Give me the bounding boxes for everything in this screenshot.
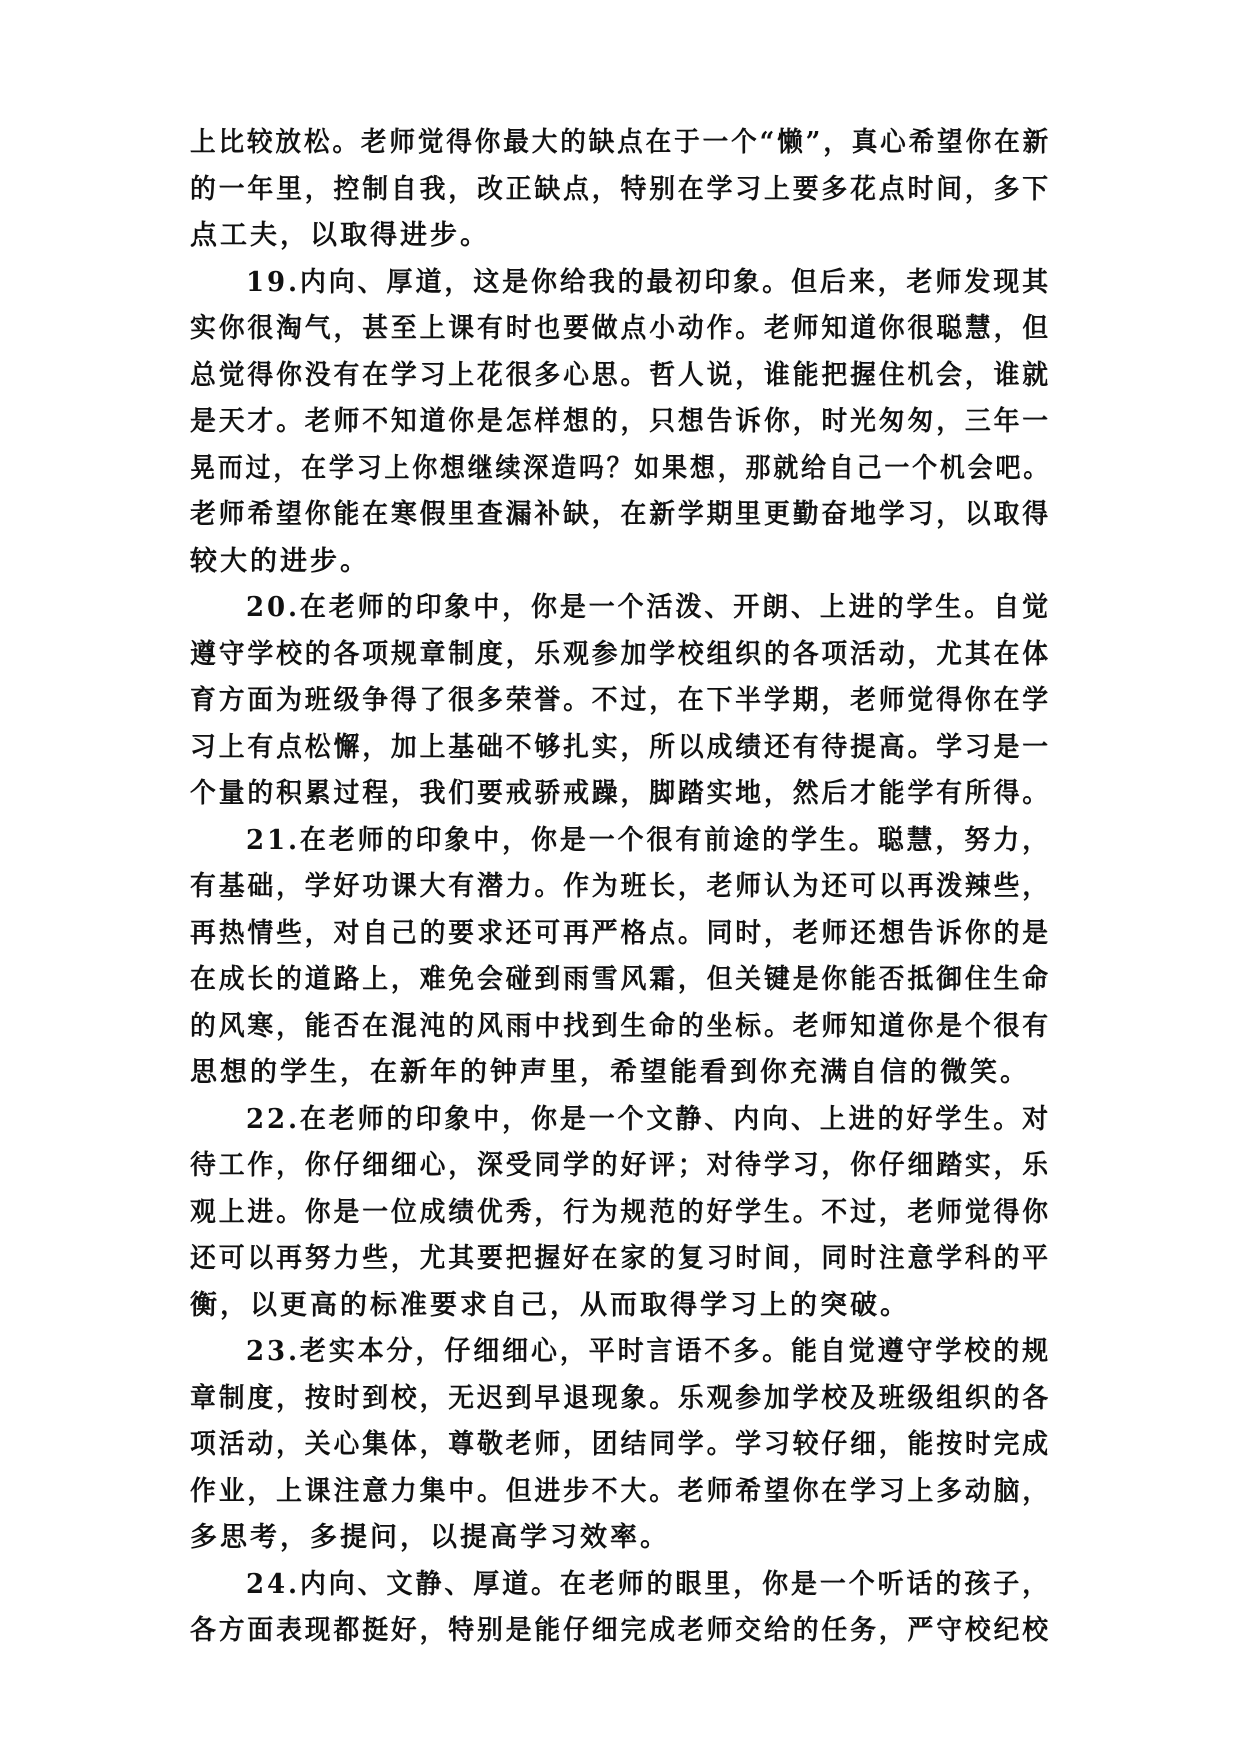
text-line: 多思考，多提问，以提高学习效率。 xyxy=(190,1522,670,1553)
text-line: 的一年里，控制自我，改正缺点，特别在学习上要多花点时间，多下 xyxy=(190,173,1051,205)
paragraph-start-line: 22.在老师的印象中，你是一个文静、内向、上进的好学生。对 xyxy=(246,1103,1051,1135)
text-line: 是天才。老师不知道你是怎样想的，只想告诉你，时光匆匆，三年一 xyxy=(190,406,1051,437)
text-line: 章制度，按时到校，无迟到早退现象。乐观参加学校及班级组织的各 xyxy=(190,1382,1051,1414)
paragraph-start-line: 20.在老师的印象中，你是一个活泼、开朗、上进的学生。自觉 xyxy=(246,592,1051,623)
paragraph-start-line: 21.在老师的印象中，你是一个很有前途的学生。聪慧，努力， xyxy=(246,824,1051,856)
text-line: 遵守学校的各项规章制度，乐观参加学校组织的各项活动，尤其在体 xyxy=(190,638,1051,670)
text-line: 上比较放松。老师觉得你最大的缺点在于一个“懒”，真心希望你在新 xyxy=(190,127,1052,158)
text-line: 再热情些，对自己的要求还可再严格点。同时，老师还想告诉你的是 xyxy=(190,917,1051,949)
text-line: 还可以再努力些，尤其要把握好在家的复习时间，同时注意学科的平 xyxy=(190,1243,1051,1274)
paragraph-start-line: 23.老实本分，仔细细心，平时言语不多。能自觉遵守学校的规 xyxy=(246,1336,1051,1367)
text-line: 较大的进步。 xyxy=(190,545,370,577)
text-line: 作业，上课注意力集中。但进步不大。老师希望你在学习上多动脑， xyxy=(190,1475,1051,1507)
text-line: 个量的积累过程，我们要戒骄戒躁，脚踏实地，然后才能学有所得。 xyxy=(190,778,1051,809)
text-line: 点工夫，以取得进步。 xyxy=(190,220,490,251)
text-line: 衡，以更高的标准要求自己，从而取得学习上的突破。 xyxy=(190,1289,910,1321)
text-line: 观上进。你是一位成绩优秀，行为规范的好学生。不过，老师觉得你 xyxy=(190,1196,1051,1228)
text-line: 在成长的道路上，难免会碰到雨雪风霜，但关键是你能否抵御住生命 xyxy=(190,964,1051,995)
text-line: 老师希望你能在寒假里查漏补缺，在新学期里更勤奋地学习，以取得 xyxy=(190,499,1051,530)
text-line: 各方面表现都挺好，特别是能仔细完成老师交给的任务，严守校纪校 xyxy=(190,1615,1051,1646)
text-line: 的风寒，能否在混沌的风雨中找到生命的坐标。老师知道你是个很有 xyxy=(190,1010,1051,1042)
text-line: 总觉得你没有在学习上花很多心思。哲人说，谁能把握住机会，谁就 xyxy=(190,359,1051,391)
text-line: 习上有点松懈，加上基础不够扎实，所以成绩还有待提高。学习是一 xyxy=(190,731,1051,763)
text-line: 思想的学生，在新年的钟声里，希望能看到你充满自信的微笑。 xyxy=(190,1057,1030,1088)
text-line: 育方面为班级争得了很多荣誉。不过，在下半学期，老师觉得你在学 xyxy=(190,685,1051,716)
text-line: 有基础，学好功课大有潜力。作为班长，老师认为还可以再泼辣些， xyxy=(190,871,1051,902)
text-line: 晃而过，在学习上你想继续深造吗？如果想，那就给自己一个机会吧。 xyxy=(190,452,1051,484)
text-line: 项活动，关心集体，尊敬老师，团结同学。学习较仔细，能按时完成 xyxy=(190,1429,1051,1460)
paragraph-start-line: 19.内向、厚道，这是你给我的最初印象。但后来，老师发现其 xyxy=(246,266,1051,298)
paragraph-start-line: 24.内向、文静、厚道。在老师的眼里，你是一个听话的孩子， xyxy=(246,1568,1051,1600)
text-line: 待工作，你仔细细心，深受同学的好评；对待学习，你仔细踏实，乐 xyxy=(190,1150,1051,1181)
text-line: 实你很淘气，甚至上课有时也要做点小动作。老师知道你很聪慧，但 xyxy=(190,313,1051,344)
